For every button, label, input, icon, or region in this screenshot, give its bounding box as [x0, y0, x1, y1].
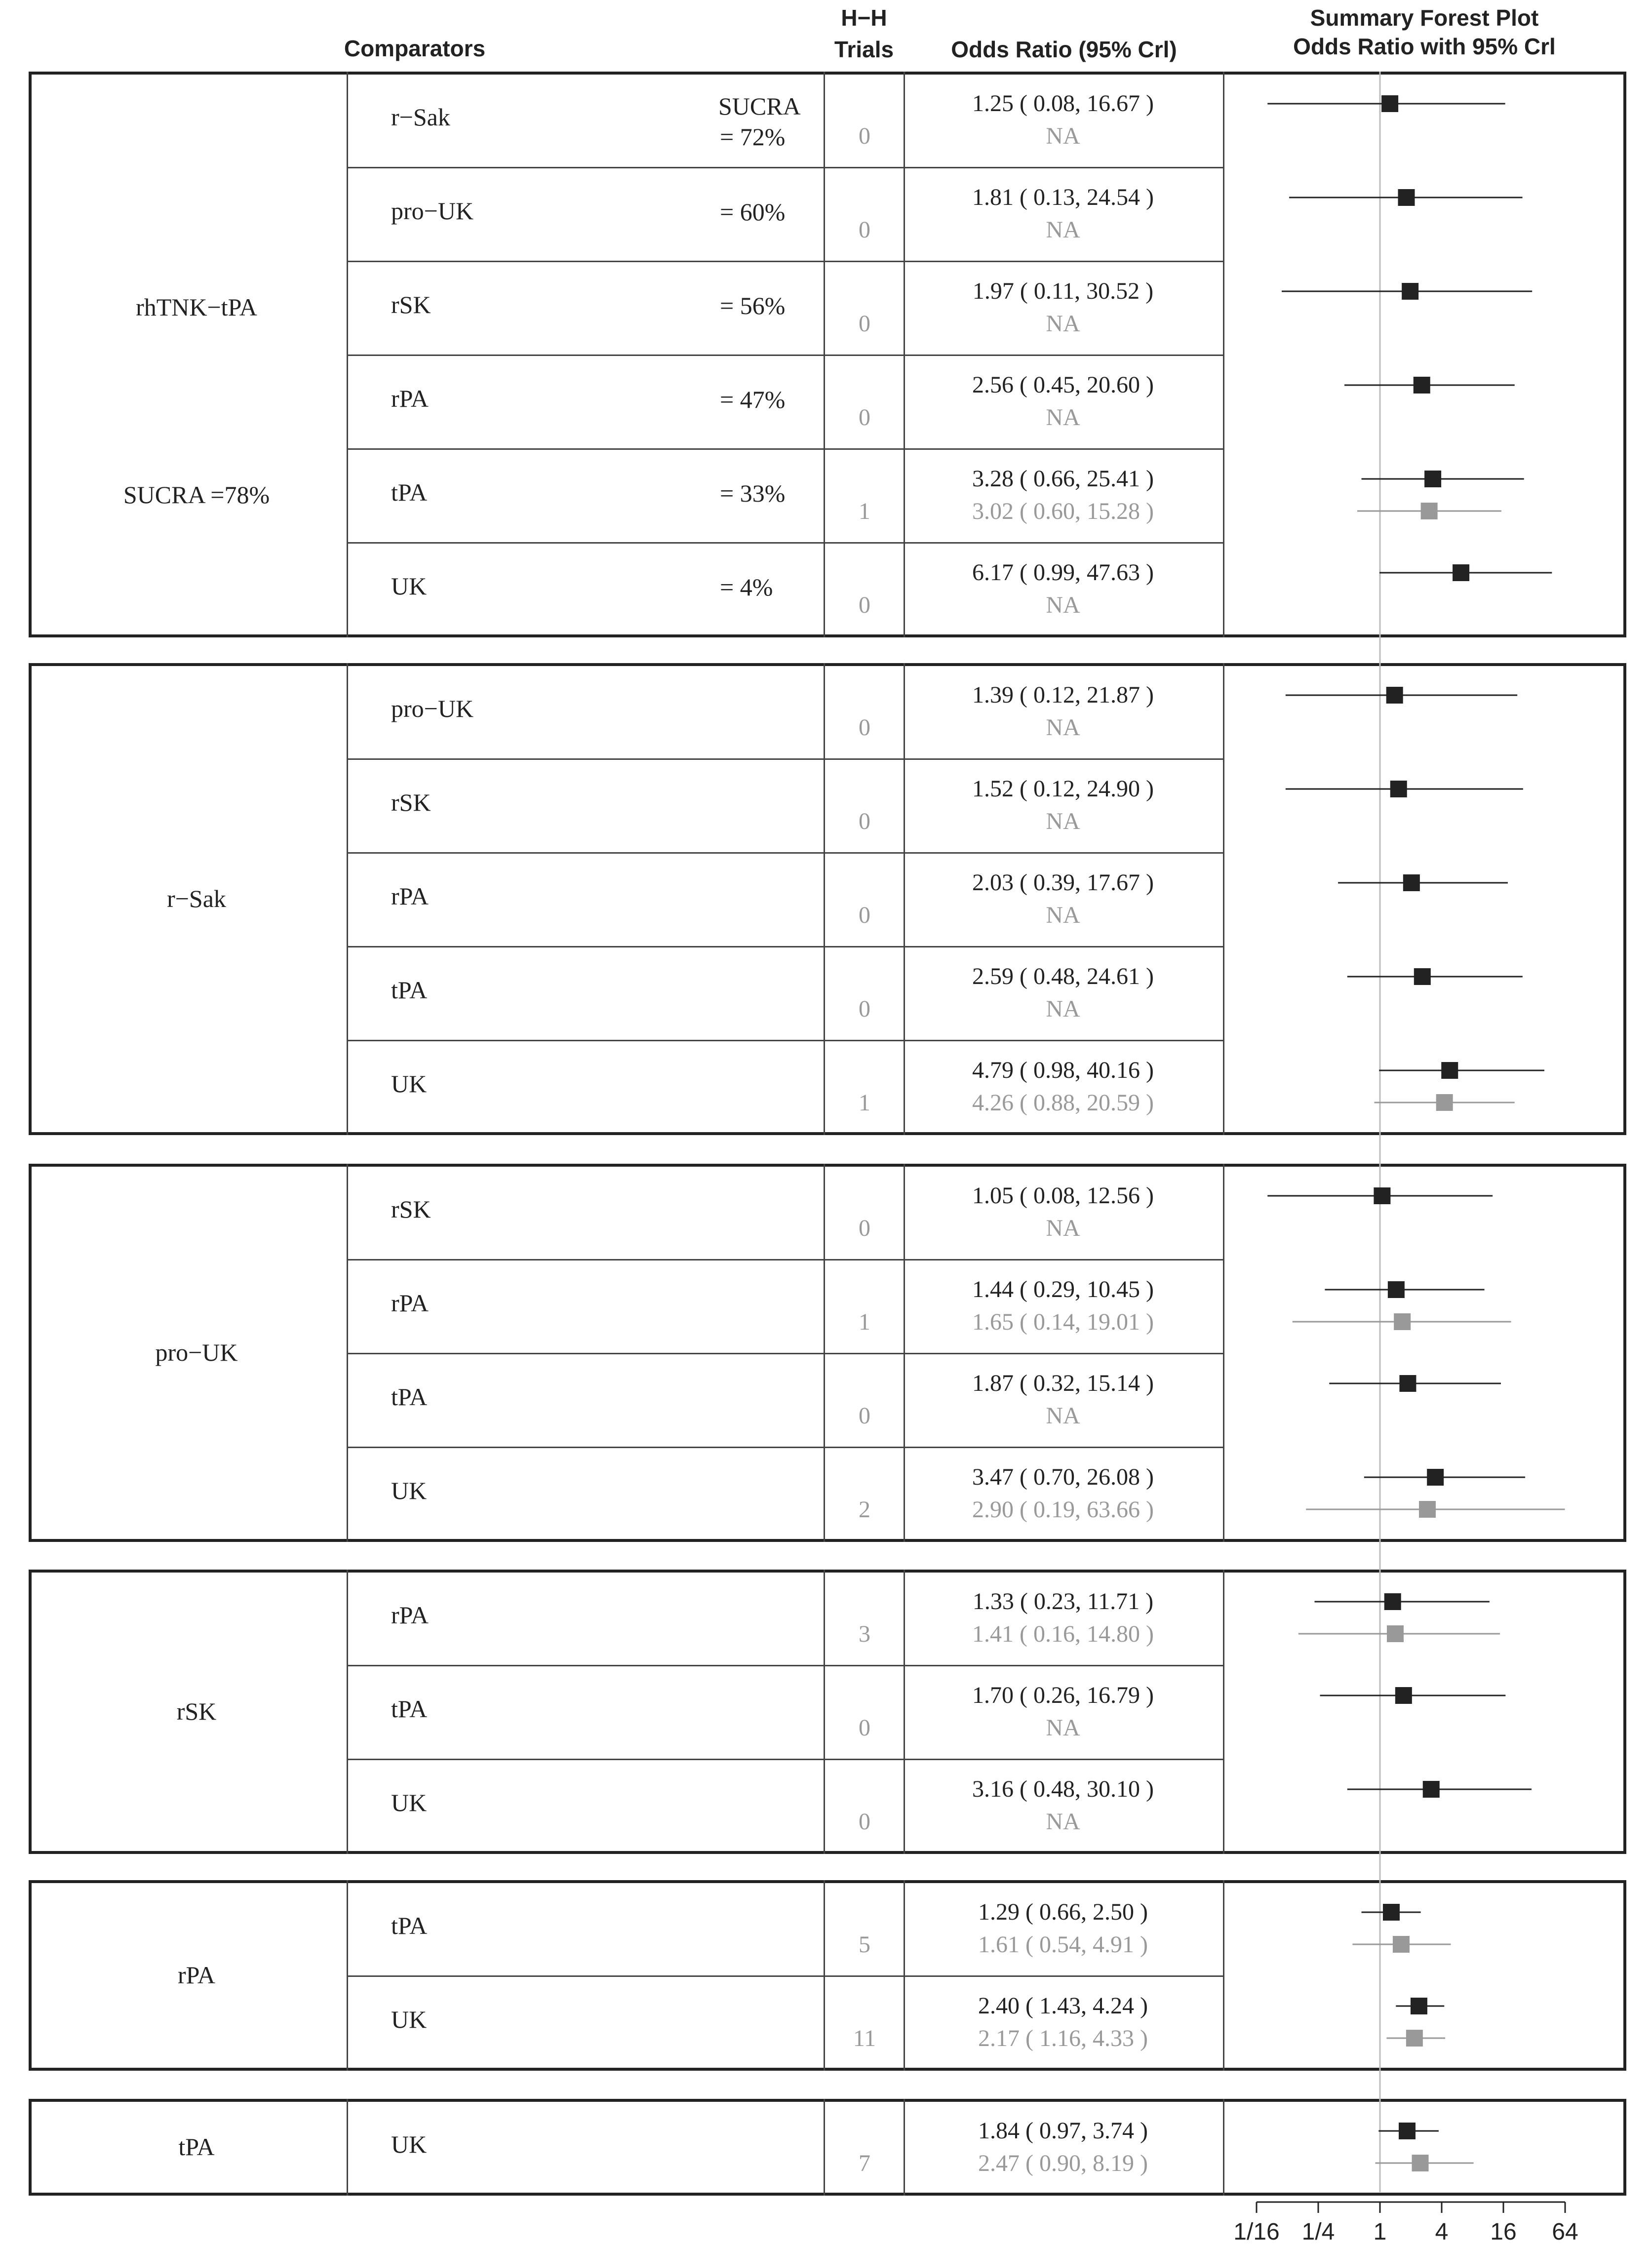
network-or-text: 4.79 ( 0.98, 40.16 ): [972, 1057, 1154, 1083]
network-estimate-marker: [1390, 781, 1407, 797]
hh-trials-count: 0: [859, 311, 870, 337]
network-estimate-marker: [1399, 2123, 1416, 2139]
group-name: rPA: [178, 1961, 215, 1989]
header-plot-subtitle: Odds Ratio with 95% Crl: [1293, 34, 1556, 59]
header-comparators: Comparators: [344, 36, 486, 61]
treatment-label: UK: [391, 2006, 427, 2033]
hh-trials-count: 1: [859, 1090, 870, 1116]
direct-estimate-marker: [1393, 1936, 1410, 1953]
network-or-text: 1.70 ( 0.26, 16.79 ): [972, 1682, 1154, 1708]
direct-or-text: 1.65 ( 0.14, 19.01 ): [972, 1309, 1154, 1335]
treatment-label: pro−UK: [391, 197, 474, 225]
header-plot-title: Summary Forest Plot: [1310, 5, 1539, 31]
network-estimate-marker: [1395, 1687, 1412, 1704]
group-name: rhTNK−tPA: [136, 293, 257, 321]
treatment-label: pro−UK: [391, 695, 474, 722]
direct-or-text: 4.26 ( 0.88, 20.59 ): [972, 1090, 1154, 1116]
direct-estimate-marker: [1419, 1501, 1436, 1518]
network-estimate-marker: [1384, 1593, 1401, 1610]
network-or-text: 6.17 ( 0.99, 47.63 ): [972, 559, 1154, 586]
direct-or-text: 1.41 ( 0.16, 14.80 ): [972, 1621, 1154, 1647]
treatment-label: tPA: [391, 1695, 428, 1723]
direct-or-text: 2.90 ( 0.19, 63.66 ): [972, 1497, 1154, 1523]
hh-trials-count: 7: [859, 2150, 870, 2176]
direct-or-text: NA: [1046, 123, 1080, 149]
hh-trials-count: 11: [853, 2025, 876, 2051]
network-or-text: 1.81 ( 0.13, 24.54 ): [972, 184, 1154, 210]
network-estimate-marker: [1414, 377, 1430, 394]
group-name: r−Sak: [167, 885, 226, 912]
treatment-label: UK: [391, 1789, 427, 1816]
network-estimate-marker: [1423, 1781, 1440, 1798]
hh-trials-count: 0: [859, 1403, 870, 1429]
sucra-value: = 72%: [720, 123, 786, 151]
treatment-label: tPA: [391, 1383, 428, 1411]
network-or-text: 2.56 ( 0.45, 20.60 ): [972, 372, 1154, 398]
direct-or-text: NA: [1046, 1215, 1080, 1241]
network-or-text: 1.05 ( 0.08, 12.56 ): [972, 1182, 1154, 1209]
treatment-label: rPA: [391, 882, 429, 910]
treatment-label: rSK: [391, 291, 431, 318]
sucra-value: = 56%: [720, 292, 786, 319]
network-or-text: 3.28 ( 0.66, 25.41 ): [972, 466, 1154, 492]
network-estimate-marker: [1414, 968, 1431, 985]
treatment-label: rPA: [391, 1601, 429, 1629]
hh-trials-count: 0: [859, 996, 870, 1022]
hh-trials-count: 0: [859, 123, 870, 149]
treatment-label: rSK: [391, 1195, 431, 1223]
treatment-label: r−Sak: [391, 103, 450, 131]
direct-estimate-marker: [1394, 1313, 1411, 1330]
network-or-text: 1.33 ( 0.23, 11.71 ): [972, 1588, 1154, 1615]
sucra-value: = 33%: [720, 479, 786, 507]
direct-or-text: 2.47 ( 0.90, 8.19 ): [978, 2150, 1148, 2176]
hh-trials-count: 3: [859, 1621, 870, 1647]
network-estimate-marker: [1381, 95, 1398, 112]
direct-or-text: NA: [1046, 404, 1080, 431]
header-hh-line2: Trials: [834, 37, 894, 62]
direct-or-text: 1.61 ( 0.54, 4.91 ): [978, 1931, 1148, 1958]
network-or-text: 1.25 ( 0.08, 16.67 ): [972, 90, 1154, 117]
hh-trials-count: 0: [859, 1215, 870, 1241]
group-name: rSK: [176, 1697, 217, 1725]
x-tick-label: 1: [1373, 2219, 1387, 2245]
direct-or-text: NA: [1046, 714, 1080, 741]
hh-trials-count: 0: [859, 1715, 870, 1741]
network-or-text: 1.29 ( 0.66, 2.50 ): [978, 1899, 1148, 1925]
hh-trials-count: 1: [859, 1309, 870, 1335]
treatment-label: UK: [391, 1477, 427, 1504]
hh-trials-count: 2: [859, 1497, 870, 1523]
direct-or-text: 2.17 ( 1.16, 4.33 ): [978, 2025, 1148, 2051]
network-or-text: 1.52 ( 0.12, 24.90 ): [972, 776, 1154, 802]
network-or-text: 1.84 ( 0.97, 3.74 ): [978, 2118, 1148, 2144]
network-or-text: 2.59 ( 0.48, 24.61 ): [972, 963, 1154, 989]
network-or-text: 3.47 ( 0.70, 26.08 ): [972, 1464, 1154, 1490]
treatment-label: rPA: [391, 1289, 429, 1317]
hh-trials-count: 0: [859, 714, 870, 741]
x-tick-label: 1/4: [1301, 2219, 1335, 2245]
direct-or-text: 3.02 ( 0.60, 15.28 ): [972, 498, 1154, 524]
header-odds-ratio: Odds Ratio (95% Crl): [951, 37, 1177, 62]
group-name: pro−UK: [155, 1339, 238, 1366]
direct-or-text: NA: [1046, 902, 1080, 928]
network-or-text: 2.03 ( 0.39, 17.67 ): [972, 869, 1154, 896]
direct-or-text: NA: [1046, 311, 1080, 337]
hh-trials-count: 0: [859, 404, 870, 431]
direct-or-text: NA: [1046, 1809, 1080, 1835]
network-or-text: 3.16 ( 0.48, 30.10 ): [972, 1776, 1154, 1802]
treatment-label: UK: [391, 572, 427, 600]
direct-estimate-marker: [1412, 2155, 1429, 2171]
direct-or-text: NA: [1046, 217, 1080, 243]
sucra-value: = 47%: [720, 386, 786, 413]
network-or-text: 1.39 ( 0.12, 21.87 ): [972, 682, 1154, 708]
network-or-text: 1.97 ( 0.11, 30.52 ): [972, 278, 1154, 304]
direct-estimate-marker: [1436, 1094, 1453, 1111]
group-sucra: SUCRA =78%: [123, 481, 270, 509]
network-estimate-marker: [1383, 1904, 1400, 1921]
treatment-label: tPA: [391, 478, 428, 506]
network-estimate-marker: [1424, 471, 1441, 487]
x-tick-label: 16: [1490, 2219, 1517, 2245]
x-tick-label: 4: [1435, 2219, 1449, 2245]
treatment-label: UK: [391, 1070, 427, 1098]
network-estimate-marker: [1402, 283, 1418, 300]
treatment-label: tPA: [391, 976, 428, 1004]
direct-or-text: NA: [1046, 1715, 1080, 1741]
hh-trials-count: 5: [859, 1931, 870, 1958]
network-or-text: 1.44 ( 0.29, 10.45 ): [972, 1276, 1154, 1302]
group-name: tPA: [178, 2133, 215, 2161]
network-estimate-marker: [1453, 564, 1469, 581]
treatment-label: UK: [391, 2130, 427, 2158]
header-hh-line1: H−H: [841, 5, 887, 31]
treatment-label: tPA: [391, 1912, 428, 1939]
treatment-label: rSK: [391, 788, 431, 816]
hh-trials-count: 0: [859, 808, 870, 834]
network-estimate-marker: [1398, 189, 1415, 206]
network-estimate-marker: [1399, 1375, 1416, 1392]
hh-trials-count: 0: [859, 1809, 870, 1835]
direct-estimate-marker: [1387, 1625, 1404, 1642]
network-estimate-marker: [1386, 687, 1403, 704]
x-tick-label: 1/16: [1233, 2219, 1280, 2245]
direct-estimate-marker: [1406, 2030, 1423, 2047]
hh-trials-count: 0: [859, 592, 870, 618]
network-estimate-marker: [1374, 1187, 1390, 1204]
sucra-label: SUCRA: [718, 92, 801, 120]
treatment-label: rPA: [391, 385, 429, 412]
sucra-value: = 4%: [720, 573, 773, 601]
direct-or-text: NA: [1046, 592, 1080, 618]
network-estimate-marker: [1388, 1281, 1405, 1298]
direct-or-text: NA: [1046, 996, 1080, 1022]
direct-estimate-marker: [1421, 503, 1438, 519]
network-or-text: 1.87 ( 0.32, 15.14 ): [972, 1370, 1154, 1396]
network-estimate-marker: [1427, 1469, 1444, 1486]
network-estimate-marker: [1441, 1062, 1458, 1079]
hh-trials-count: 0: [859, 217, 870, 243]
hh-trials-count: 1: [859, 498, 870, 524]
network-estimate-marker: [1411, 1998, 1427, 2014]
sucra-value: = 60%: [720, 198, 786, 226]
direct-or-text: NA: [1046, 1403, 1080, 1429]
direct-or-text: NA: [1046, 808, 1080, 834]
network-estimate-marker: [1403, 874, 1420, 891]
x-tick-label: 64: [1552, 2219, 1578, 2245]
hh-trials-count: 0: [859, 902, 870, 928]
network-or-text: 2.40 ( 1.43, 4.24 ): [978, 1993, 1148, 2019]
